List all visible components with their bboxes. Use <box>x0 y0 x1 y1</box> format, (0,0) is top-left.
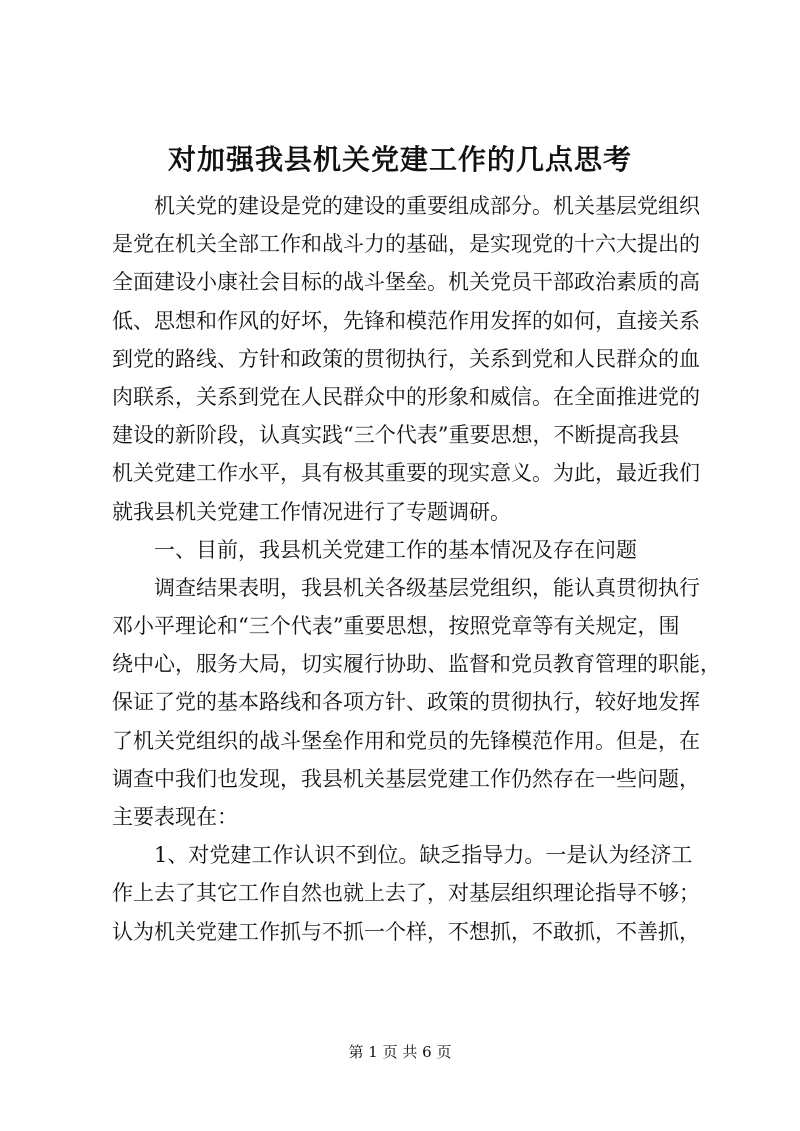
text-line: 机关党的建设是党的建设的重要组成部分。机关基层党组织 <box>112 194 700 218</box>
text-line: 1、对党建工作认识不到位。缺乏指导力。一是认为经济工 <box>112 843 693 868</box>
text-line: 认为机关党建工作抓与不抓一个样，不想抓，不敢抓，不善抓， <box>112 919 700 944</box>
text-line: 机关党建工作水平，具有极其重要的现实意义。为此，最近我们 <box>112 461 700 486</box>
text-line: 调查结果表明，我县机关各级基层党组织，能认真贯彻执行 <box>112 575 700 600</box>
text-line: 建设的新阶段，认真实践“三个代表”重要思想，不断提高我县 <box>112 423 680 448</box>
text-line: 邓小平理论和“三个代表”重要思想，按照党章等有关规定，围 <box>112 614 680 639</box>
text-line: 作上去了其它工作自然也就上去了，对基层组织理论指导不够； <box>112 881 700 906</box>
text-line: 保证了党的基本路线和各项方针、政策的贯彻执行，较好地发挥 <box>112 690 700 715</box>
text-line: 肉联系，关系到党在人民群众中的形象和威信。在全面推进党的 <box>112 384 700 409</box>
text-line: 到党的路线、方针和政策的贯彻执行，关系到党和人民群众的血 <box>112 346 700 371</box>
text-line: 了机关党组织的战斗堡垒作用和党员的先锋模范作用。但是，在 <box>112 728 700 753</box>
text-line: 低、思想和作风的好坏，先锋和模范作用发挥的如何，直接关系 <box>112 308 700 333</box>
text-line: 绕中心，服务大局，切实履行协助、监督和党员教育管理的职能， <box>112 652 721 677</box>
page-footer: 第 1 页 共 6 页 <box>348 1043 452 1061</box>
section-heading: 一、目前，我县机关党建工作的基本情况及存在问题 <box>112 537 637 562</box>
text-line: 主要表现在： <box>112 805 238 829</box>
page-title: 对加强我县机关党建工作的几点思考 <box>167 143 632 176</box>
text-line: 调查中我们也发现，我县机关基层党建工作仍然存在一些问题， <box>112 766 700 791</box>
text-line: 就我县机关党建工作情况进行了专题调研。 <box>112 499 511 524</box>
text-line: 全面建设小康社会目标的战斗堡垒。机关党员干部政治素质的高 <box>112 270 700 295</box>
document-body <box>112 187 721 951</box>
text-line: 是党在机关全部工作和战斗力的基础，是实现党的十六大提出的 <box>112 232 700 257</box>
